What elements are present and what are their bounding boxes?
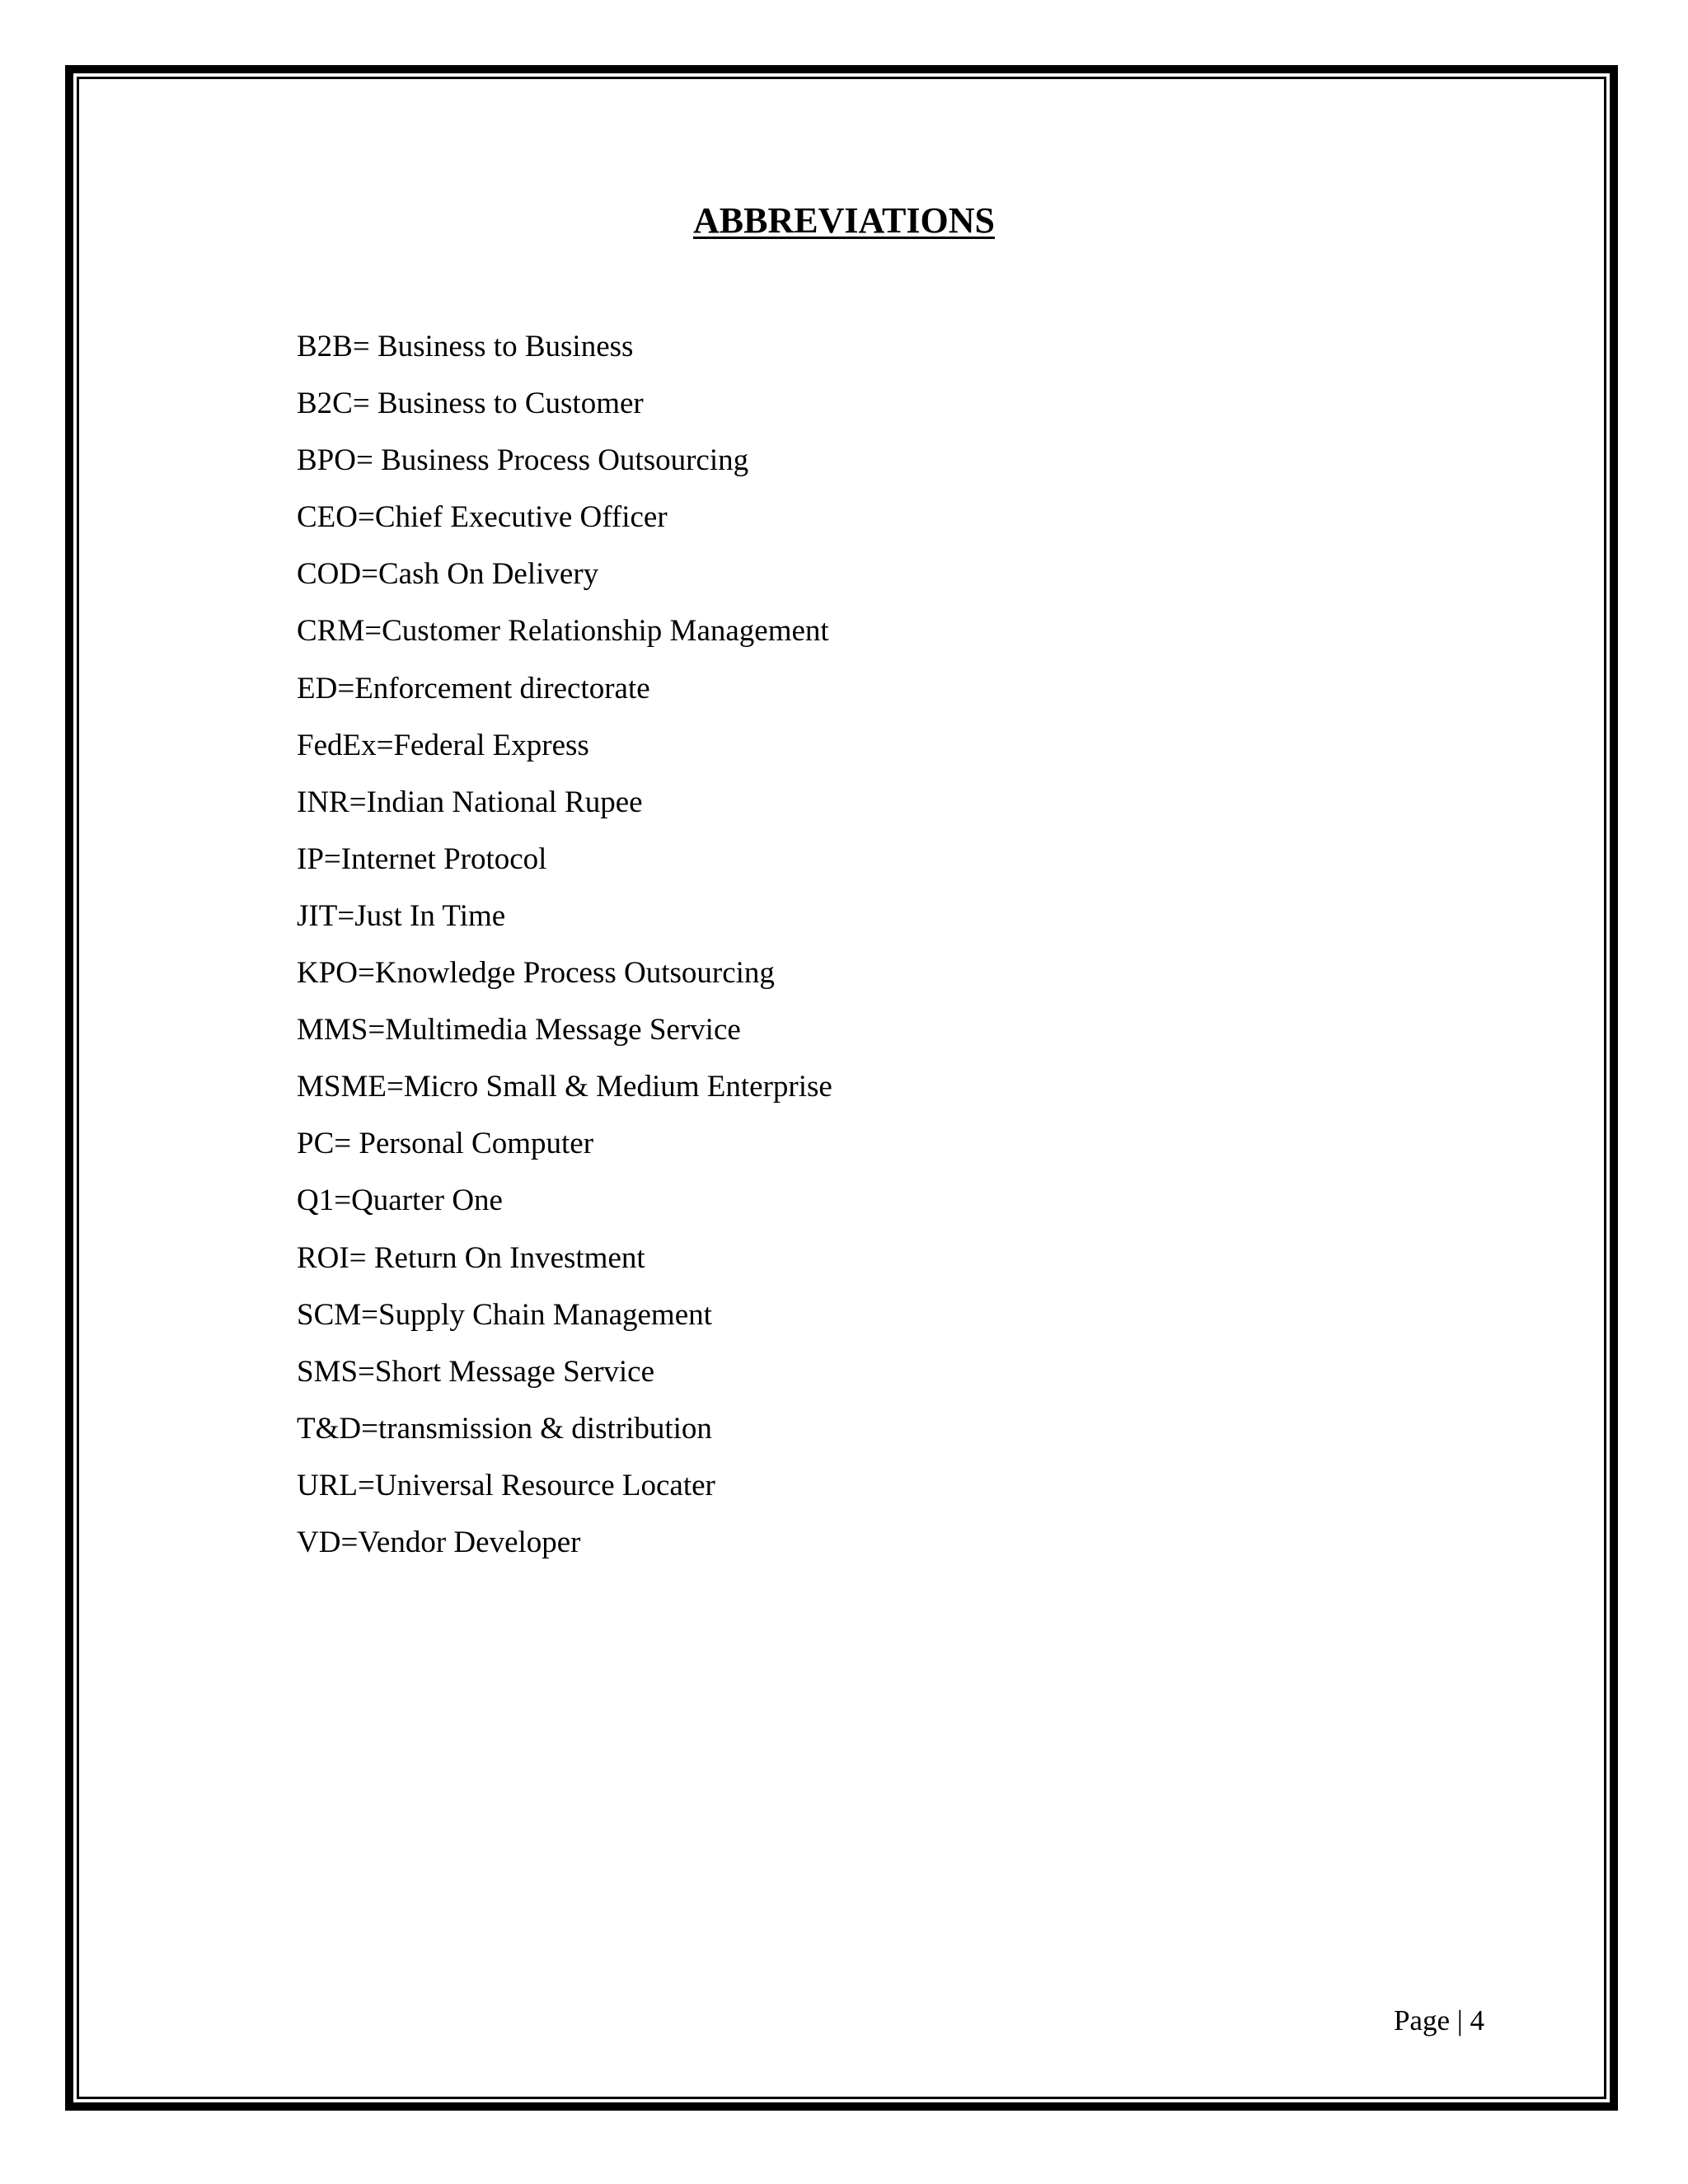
- abbreviation-item: CRM=Customer Relationship Management: [297, 614, 829, 649]
- abbreviation-item: ROI= Return On Investment: [297, 1240, 645, 1275]
- abbreviation-list: [297, 318, 832, 1571]
- abbreviation-item: FedEx=Federal Express: [297, 728, 589, 762]
- abbreviation-item: B2C= Business to Customer: [297, 387, 644, 421]
- abbreviation-item: Q1=Quarter One: [297, 1183, 503, 1218]
- abbreviation-item: IP=Internet Protocol: [297, 841, 547, 876]
- abbreviation-item: VD=Vendor Developer: [297, 1525, 581, 1559]
- abbreviation-item: SMS=Short Message Service: [297, 1354, 655, 1389]
- abbreviation-item: COD=Cash On Delivery: [297, 557, 599, 592]
- abbreviation-item: URL=Universal Resource Locater: [297, 1468, 715, 1502]
- abbreviation-item: KPO=Knowledge Process Outsourcing: [297, 956, 775, 991]
- abbreviation-item: SCM=Supply Chain Management: [297, 1297, 712, 1332]
- abbreviation-item: CEO=Chief Executive Officer: [297, 500, 668, 535]
- abbreviation-item: T&D=transmission & distribution: [297, 1411, 712, 1446]
- page-title: ABBREVIATIONS: [693, 200, 995, 241]
- abbreviation-item: ED=Enforcement directorate: [297, 671, 650, 705]
- abbreviation-item: MSME=Micro Small & Medium Enterprise: [297, 1070, 832, 1104]
- page-number: Page | 4: [1393, 2004, 1484, 2036]
- abbreviation-item: MMS=Multimedia Message Service: [297, 1013, 741, 1047]
- abbreviation-item: INR=Indian National Rupee: [297, 785, 643, 819]
- abbreviation-item: BPO= Business Process Outsourcing: [297, 443, 749, 478]
- abbreviation-item: B2B= Business to Business: [297, 330, 634, 363]
- abbreviation-item: JIT=Just In Time: [297, 898, 506, 933]
- abbreviation-item: PC= Personal Computer: [297, 1127, 594, 1161]
